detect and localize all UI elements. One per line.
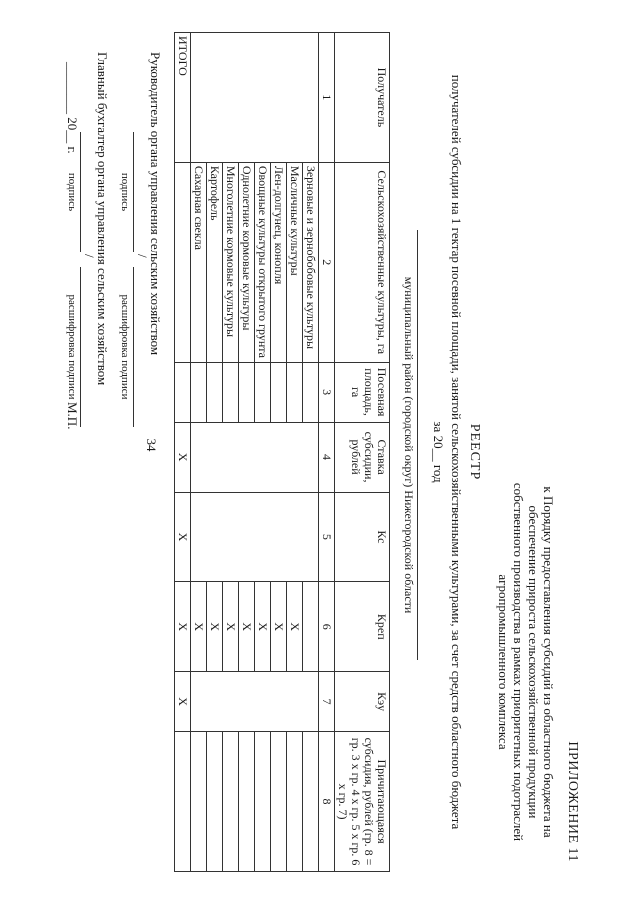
register-year: за 20__ год — [431, 421, 446, 483]
table-number-row — [319, 33, 335, 872]
subsidy-cell — [271, 732, 287, 872]
krep-cell: X — [239, 582, 255, 672]
area-cell — [191, 362, 207, 422]
col-num-5: 5 — [319, 492, 335, 582]
col-num-7: 7 — [319, 672, 335, 732]
district-label: муниципальный район (городской округ) Нижегородской области — [402, 276, 416, 614]
header-crops: Сельскохозяйственные культуры, га — [335, 162, 390, 362]
total-ks: X — [175, 492, 191, 582]
col-num-3: 3 — [319, 362, 335, 422]
subsidy-cell — [287, 732, 303, 872]
register-title: РЕЕСТР — [467, 423, 482, 481]
total-crop-cell — [175, 162, 191, 362]
krep-cell: X — [287, 582, 303, 672]
table-row — [303, 33, 319, 872]
col-num-4: 4 — [319, 422, 335, 492]
ks-cell — [191, 492, 319, 582]
appendix-title: ПРИЛОЖЕНИЕ 11 — [565, 741, 580, 862]
crop-cell: Картофель — [207, 162, 223, 362]
area-cell — [287, 362, 303, 422]
area-cell — [207, 362, 223, 422]
head-signature-line — [133, 132, 135, 252]
register-subtitle: получателей субсидии на 1 гектар посевной площади, занятой сельскохозяйственными культурами, за счет средств областного бюджета — [449, 74, 464, 830]
subsidy-cell — [303, 732, 319, 872]
subsidy-cell — [207, 732, 223, 872]
crop-cell: Овощные культуры открытого грунта — [255, 162, 271, 362]
area-cell — [223, 362, 239, 422]
col-num-1: 1 — [319, 33, 335, 163]
subsidy-cell — [223, 732, 239, 872]
head-separator: / — [135, 254, 150, 258]
krep-cell: X — [191, 582, 207, 672]
krep-cell: X — [255, 582, 271, 672]
head-signature-label: Руководитель органа управления сельским хозяйством — [148, 52, 163, 356]
keu-cell — [191, 672, 319, 732]
stamp-label: М.П. — [65, 402, 80, 430]
total-rate: X — [175, 422, 191, 492]
total-area-cell — [175, 362, 191, 422]
accountant-decode-caption: расшифровка подписи — [66, 294, 78, 400]
header-subsidy: Причитающаяся субсидия, рублей (гр. 8 = гр. 3 х гр. 4 х гр. 5 х гр. 6 х гр. 7) — [335, 732, 390, 872]
subsidy-cell — [255, 732, 271, 872]
krep-cell: X — [207, 582, 223, 672]
krep-cell — [303, 582, 319, 672]
rotated-document — [60, 22, 580, 882]
head-decode-line — [133, 267, 135, 427]
accountant-signature-label: Главный бухгалтер органа управления сельским хозяйством — [95, 52, 110, 386]
head-decode-caption: расшифровка подписи — [119, 294, 131, 400]
district-underline — [417, 230, 420, 660]
accountant-decode-line — [80, 267, 82, 427]
col-num-2: 2 — [319, 162, 335, 362]
total-subsidy-cell — [175, 732, 191, 872]
register-table — [174, 32, 390, 872]
subsidy-cell — [239, 732, 255, 872]
header-keu: Кэу — [335, 672, 390, 732]
total-label: ИТОГО — [175, 33, 191, 163]
total-row — [175, 33, 191, 872]
appendix-subtitle: к Порядку предоставления субсидий из областного бюджета на обеспечение прироста сельскохозяйственной продукции собственного производства в рамках приоритетных подотраслей агропромышленного комплекса — [496, 482, 556, 842]
krep-cell: X — [271, 582, 287, 672]
total-krep: X — [175, 582, 191, 672]
crop-cell: Сахарная свекла — [191, 162, 207, 362]
accountant-separator: / — [82, 254, 97, 258]
area-cell — [303, 362, 319, 422]
header-krep: Креп — [335, 582, 390, 672]
header-ks: Кс — [335, 492, 390, 582]
col-num-6: 6 — [319, 582, 335, 672]
krep-cell: X — [223, 582, 239, 672]
crop-cell: Масличные культуры — [287, 162, 303, 362]
rate-cell — [191, 422, 319, 492]
col-num-8: 8 — [319, 732, 335, 872]
header-rate: Ставка субсидии, рублей — [335, 422, 390, 492]
crop-cell: Зерновые и зернобобовые культуры — [303, 162, 319, 362]
total-keu: X — [175, 672, 191, 732]
header-area: Посевная площадь, га — [335, 362, 390, 422]
page-number: 34 — [144, 438, 159, 452]
crop-cell: Однолетние кормовые культуры — [239, 162, 255, 362]
accountant-signature-line — [80, 132, 82, 252]
area-cell — [255, 362, 271, 422]
head-signature-caption: подпись — [119, 172, 131, 212]
table-header-row — [335, 33, 390, 872]
subsidy-cell — [191, 732, 207, 872]
crop-cell: Лен-долгунец, конопля — [271, 162, 287, 362]
header-recipient: Получатель — [335, 33, 390, 163]
area-cell — [271, 362, 287, 422]
area-cell — [239, 362, 255, 422]
crop-cell: Многолетние кормовые культуры — [223, 162, 239, 362]
accountant-signature-caption: подпись — [66, 172, 78, 212]
date-field: ________ 20__ г. — [65, 62, 80, 154]
recipient-cell — [191, 33, 319, 163]
